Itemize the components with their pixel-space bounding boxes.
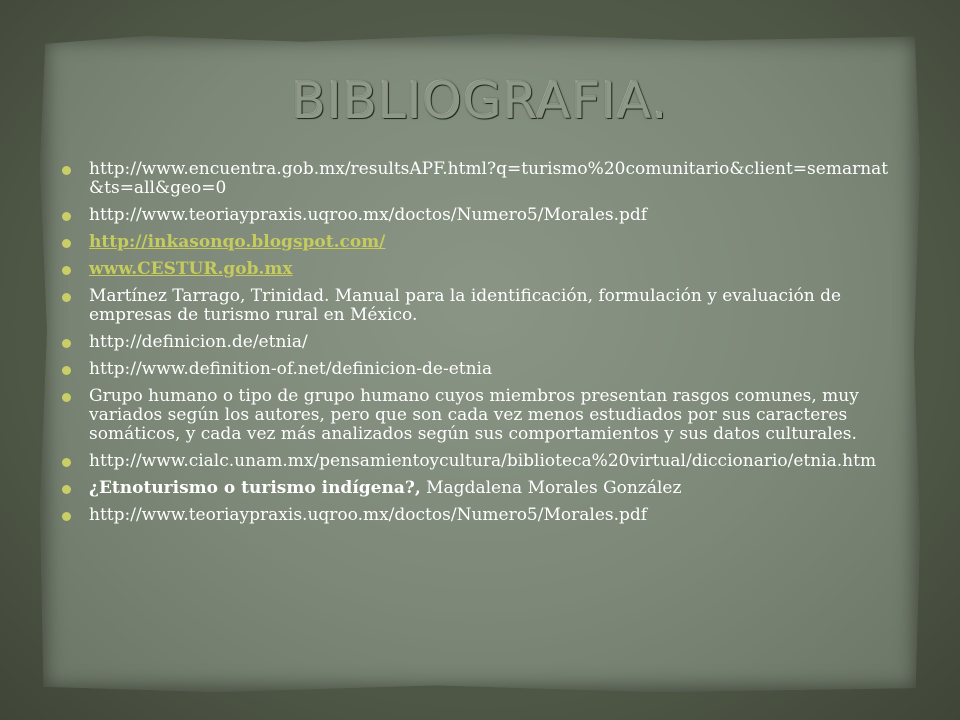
list-item (62, 160, 894, 198)
url-text: http://www.definition-of.net/definicion-de-etnia (89, 359, 493, 379)
list-item (62, 333, 894, 352)
book-author: Magdalena Morales González (420, 478, 682, 498)
url-text: http://www.teoriaypraxis.uqroo.mx/doctos/Numero5/Morales.pdf (89, 505, 648, 525)
list-item (62, 233, 894, 252)
definition-text: Grupo humano o tipo de grupo humano cuyos miembros presentan rasgos comunes, muy variados según los autores, pero que son cada vez menos estudiados por sus caracteres somáticos, y cada vez más analizados según sus comportamientos y sus datos culturales. (89, 386, 859, 444)
slide-title: BIBLIOGRAFIA. (291, 72, 669, 130)
book-title: ¿Etnoturismo o turismo indígena?, (89, 478, 421, 498)
list-item (62, 287, 894, 325)
list-item (62, 260, 894, 279)
list-item (62, 506, 894, 525)
blog-link[interactable]: http://inkasonqo.blogspot.com/ (89, 232, 386, 252)
list-item (62, 360, 894, 379)
list-item (62, 206, 894, 225)
bibliography-list (62, 160, 894, 533)
list-item (62, 479, 894, 498)
url-text: http://www.cialc.unam.mx/pensamientoycultura/biblioteca%20virtual/diccionario/etnia.htm (89, 451, 877, 471)
list-item (62, 387, 894, 444)
reference-text: Martínez Tarrago, Trinidad. Manual para la identificación, formulación y evaluación de empresas de turismo rural en México. (89, 286, 842, 325)
list-item (62, 452, 894, 471)
url-text: http://www.encuentra.gob.mx/resultsAPF.html?q=turismo%20comunitario&client=semarnat&ts=all&geo=0 (89, 159, 889, 198)
cestur-link[interactable]: www.CESTUR.gob.mx (89, 259, 293, 279)
url-text: http://www.teoriaypraxis.uqroo.mx/doctos/Numero5/Morales.pdf (89, 205, 648, 225)
url-text: http://definicion.de/etnia/ (89, 332, 308, 352)
